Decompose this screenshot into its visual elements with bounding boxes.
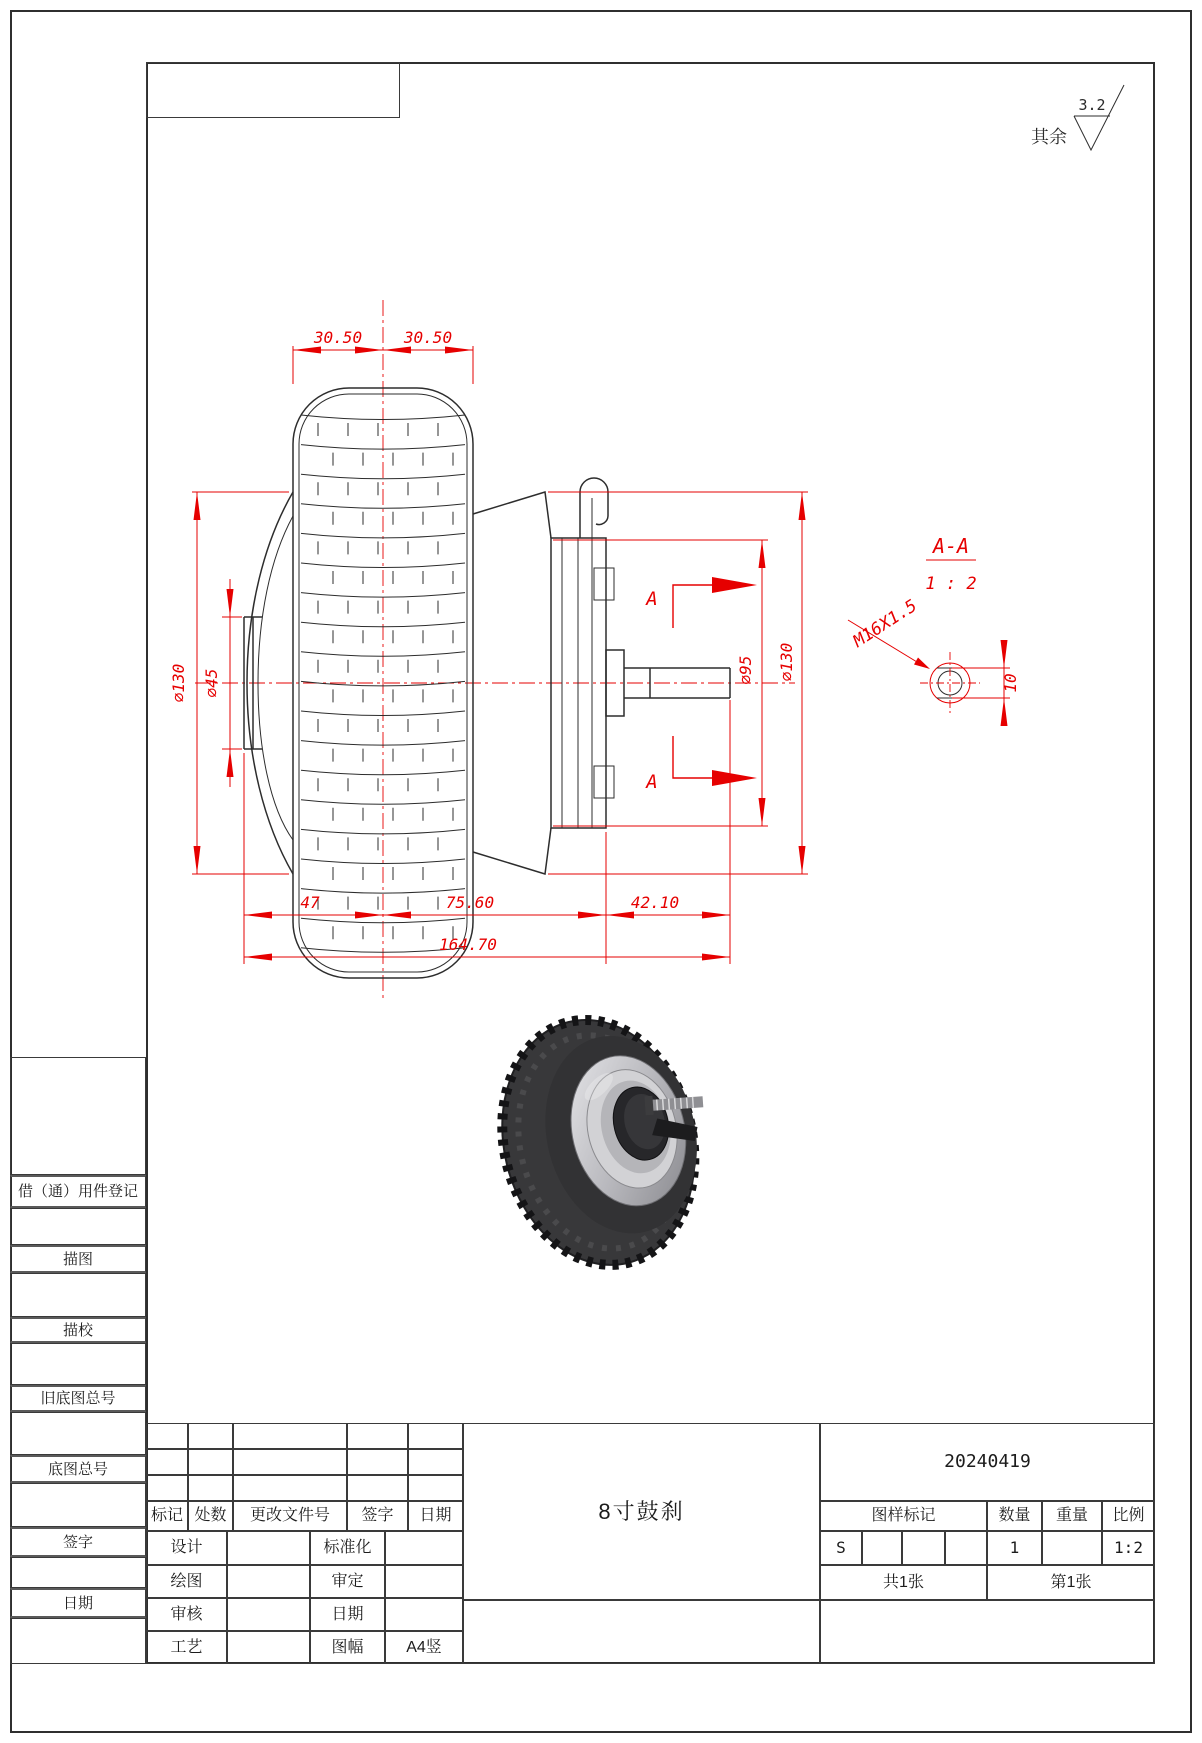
revision-cell: [188, 1449, 233, 1475]
revision-cell: [408, 1449, 463, 1475]
row-audit-sign: [227, 1598, 310, 1631]
header-text: 日期: [419, 1507, 452, 1524]
label-text: 描校: [62, 1321, 93, 1339]
label-text: 描图: [62, 1250, 93, 1268]
row-format-label: [310, 1631, 385, 1664]
revision-cell: [146, 1475, 188, 1501]
header-text: 重量: [1055, 1507, 1088, 1524]
mark-header-weight: [1042, 1501, 1102, 1531]
dim-lengths: [244, 700, 730, 964]
revision-header-sign: [347, 1501, 408, 1531]
row-audit-label: [146, 1598, 227, 1631]
detail-flats-dim: 10: [1001, 673, 1020, 693]
left-strip-label-sign: [10, 1527, 146, 1557]
revision-cell: [347, 1423, 408, 1449]
label-text: 签字: [62, 1533, 93, 1551]
dim-dia95-text: ∅95: [736, 655, 755, 685]
value-text: 1:2: [1114, 1538, 1143, 1557]
mark-value: [820, 1531, 862, 1565]
row-text: 绘图: [170, 1572, 203, 1590]
left-strip-label-master: [10, 1455, 146, 1483]
header-text: 比例: [1112, 1507, 1145, 1524]
revision-header-count: [188, 1501, 233, 1531]
detail-thread-callout: M16X1.5: [849, 595, 921, 652]
scale-value: [1102, 1531, 1155, 1565]
label-text: 日期: [62, 1594, 93, 1612]
value-text: 第1张: [1050, 1573, 1092, 1591]
bottom-empty-center: [463, 1600, 820, 1664]
wheel-3d-render: [477, 995, 738, 1286]
mark-header-sample: [820, 1501, 987, 1531]
revision-cell: [347, 1449, 408, 1475]
label-text: 旧底图总号: [40, 1390, 116, 1407]
left-strip-empty: [10, 1483, 146, 1527]
row-process-label: [146, 1631, 227, 1664]
mark-header-scale: [1102, 1501, 1155, 1531]
section-label-top: A: [646, 588, 658, 610]
row-text: 图幅: [331, 1638, 364, 1656]
label-text: 借（通）用件登记: [17, 1183, 138, 1200]
section-label-bottom: A: [646, 771, 658, 793]
row-date-sign: [385, 1598, 463, 1631]
drawing-number: 20240419: [944, 1451, 1031, 1472]
dim-half-width-left: 30.50: [313, 328, 363, 347]
mark-empty: [945, 1531, 987, 1565]
dim-half-width-right: 30.50: [403, 328, 453, 347]
roughness-symbol: [1031, 85, 1124, 150]
revision-cell: [347, 1475, 408, 1501]
bottom-empty-right: [820, 1600, 1155, 1664]
header-text: 图样标记: [871, 1507, 936, 1524]
row-text: 审定: [331, 1572, 364, 1590]
row-draw-label: [146, 1565, 227, 1598]
revision-cell: [146, 1449, 188, 1475]
part-name: 8寸鼓刹: [598, 1498, 685, 1524]
revision-cell: [233, 1449, 347, 1475]
row-text: 设计: [170, 1539, 203, 1556]
value-text: 共1张: [883, 1573, 924, 1591]
section-detail-aa: [848, 534, 1020, 720]
dim-dia130-left-text: ∅130: [169, 663, 188, 703]
row-standard-label: [310, 1531, 385, 1565]
value-text: S: [836, 1538, 846, 1557]
part-name-box: [463, 1423, 820, 1600]
detail-scale: 1 : 2: [925, 574, 977, 594]
roughness-prefix: 其余: [1031, 127, 1067, 147]
mark-header-qty: [987, 1501, 1042, 1531]
left-strip-empty: [10, 1618, 146, 1664]
left-strip-label-date: [10, 1588, 146, 1618]
revision-header-mark: [146, 1501, 188, 1531]
row-format-value: [385, 1631, 463, 1664]
header-text: 数量: [998, 1507, 1031, 1524]
row-text: 工艺: [170, 1638, 203, 1656]
header-text: 更改文件号: [249, 1507, 330, 1524]
revision-header-fileno: [233, 1501, 347, 1531]
row-draw-sign: [227, 1565, 310, 1598]
mark-empty: [902, 1531, 945, 1565]
sheet-number: [987, 1565, 1155, 1600]
row-text: A4竖: [406, 1638, 442, 1656]
row-text: 审核: [170, 1605, 203, 1623]
row-approve-label: [310, 1565, 385, 1598]
roughness-value: 3.2: [1078, 96, 1106, 114]
row-process-sign: [227, 1631, 310, 1664]
left-strip-empty: [10, 1412, 146, 1455]
brake-drum-assembly: [473, 478, 730, 874]
row-date-label: [310, 1598, 385, 1631]
dim-boss-length: 47: [300, 893, 320, 912]
left-strip-empty: [10, 1557, 146, 1588]
dim-dia130-right-text: ∅130: [777, 642, 796, 682]
row-standard-sign: [385, 1531, 463, 1565]
row-text: 日期: [331, 1605, 364, 1623]
revision-cell: [188, 1423, 233, 1449]
left-strip-label-old-master: [10, 1385, 146, 1412]
row-design-label: [146, 1531, 227, 1565]
dim-axle-length: 42.10: [630, 893, 680, 912]
header-text: 签字: [361, 1507, 394, 1524]
revision-cell: [408, 1475, 463, 1501]
qty-value: [987, 1531, 1042, 1565]
cable-hook: [580, 478, 608, 538]
dim-total-length: 164.70: [439, 935, 497, 954]
label-text: 底图总号: [47, 1460, 108, 1478]
header-text: 处数: [194, 1507, 227, 1524]
revision-cell: [146, 1423, 188, 1449]
revision-cell: [188, 1475, 233, 1501]
detail-title: A-A: [932, 534, 970, 558]
sheets-total: [820, 1565, 987, 1600]
revision-header-date: [408, 1501, 463, 1531]
dim-mid-length: 75.60: [445, 893, 495, 912]
mark-empty: [862, 1531, 902, 1565]
revision-cell: [233, 1423, 347, 1449]
row-design-sign: [227, 1531, 310, 1565]
weight-value: [1042, 1531, 1102, 1565]
row-text: 标准化: [323, 1539, 372, 1556]
drawing-number-box: [820, 1423, 1155, 1501]
value-text: 1: [1009, 1538, 1020, 1557]
header-text: 标记: [150, 1507, 183, 1524]
revision-cell: [408, 1423, 463, 1449]
dim-dia45-text: ∅45: [202, 668, 221, 698]
row-approve-sign: [385, 1565, 463, 1598]
revision-cell: [233, 1475, 347, 1501]
